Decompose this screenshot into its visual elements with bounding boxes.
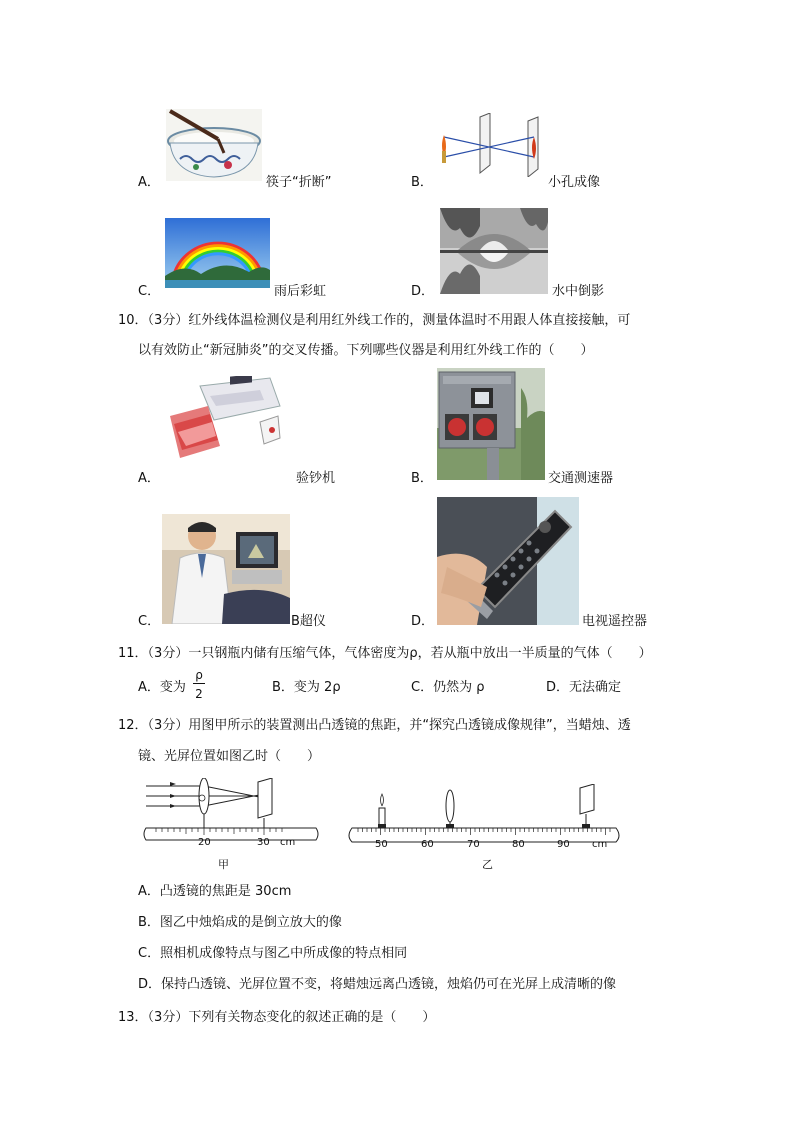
option-letter: B． — [411, 175, 433, 190]
option-d: D．无法确定 — [546, 680, 622, 695]
bridge-reflection-image — [440, 208, 548, 294]
option-caption: B超仪 — [291, 614, 326, 629]
ruler-tick-label: 90 — [557, 839, 570, 850]
figure-yi-label: 乙 — [482, 858, 493, 871]
tv-remote-image — [437, 497, 579, 625]
question-12-line-2: 镜、光屏位置如图乙时（ ） — [138, 749, 321, 764]
option-letter: A． — [138, 175, 160, 190]
question-11-stem: 11．（3分）一只钢瓶内储有压缩气体，气体密度为ρ，若从瓶中放出一半质量的气体（ ） — [118, 646, 652, 661]
ultrasound-image — [162, 514, 290, 624]
option-letter: C． — [138, 284, 161, 299]
option-letter: C． — [138, 614, 161, 629]
figure-jia-label: 甲 — [218, 858, 229, 871]
question-12-line-1: 12．（3分）用图甲所示的装置测出凸透镜的焦距，并“探究凸透镜成像规律”，当蜡烛、透 — [118, 718, 631, 733]
option-caption: 小孔成像 — [548, 175, 601, 190]
option-caption: 电视遥控器 — [582, 614, 648, 629]
ruler-tick-label: 80 — [512, 839, 525, 850]
fraction-numerator: ρ — [195, 668, 203, 682]
option-b: B．图乙中烛焰成的是倒立放大的像 — [138, 915, 342, 930]
ruler-tick-label: 60 — [421, 839, 434, 850]
question-10-line-1: 10．（3分）红外线体温检测仪是利用红外线工作的，测量体温时不用跟人体直接接触，可 — [118, 313, 631, 328]
option-letter: D． — [411, 614, 435, 629]
option-caption: 筷子“折断” — [266, 175, 332, 190]
ruler-tick-label: 50 — [375, 839, 388, 850]
option-a: A．凸透镜的焦距是 30cm — [138, 884, 292, 899]
option-caption: 验钞机 — [296, 471, 336, 486]
option-letter: B． — [411, 471, 433, 486]
ruler-tick-label: 30 — [257, 837, 270, 848]
question-10-line-2: 以有效防止“新冠肺炎”的交叉传播。下列哪些仪器是利用红外线工作的（ ） — [138, 343, 594, 358]
speed-camera-image — [437, 368, 545, 480]
fraction-denominator: 2 — [195, 687, 203, 701]
pinhole-image — [438, 113, 544, 177]
option-d: D．保持凸透镜、光屏位置不变，将蜡烛远离凸透镜，烛焰仍可在光屏上成清晰的像 — [138, 977, 617, 992]
ruler-unit-label: cm — [592, 839, 608, 850]
option-c: C．照相机成像特点与图乙中所成像的特点相同 — [138, 946, 408, 961]
option-c: C．仍然为 ρ — [411, 680, 485, 695]
figure-yi — [344, 784, 626, 856]
figure-jia — [140, 778, 322, 854]
option-caption: 雨后彩虹 — [274, 284, 327, 299]
rainbow-image — [165, 218, 270, 288]
option-a: A．变为 — [138, 680, 186, 695]
fraction-bar — [193, 683, 205, 684]
ruler-tick-label: 70 — [467, 839, 480, 850]
ruler-tick-label: 20 — [198, 837, 211, 848]
option-letter: A． — [138, 471, 160, 486]
option-b: B．变为 2ρ — [272, 680, 341, 695]
option-caption: 交通测速器 — [548, 471, 614, 486]
option-letter: D． — [411, 284, 435, 299]
bowl-chopstick-image — [166, 109, 262, 181]
ruler-unit-label: cm — [280, 837, 296, 848]
currency-detector-image — [160, 376, 286, 468]
question-13-stem: 13．（3分）下列有关物态变化的叙述正确的是（ ） — [118, 1010, 436, 1025]
option-caption: 水中倒影 — [552, 284, 605, 299]
